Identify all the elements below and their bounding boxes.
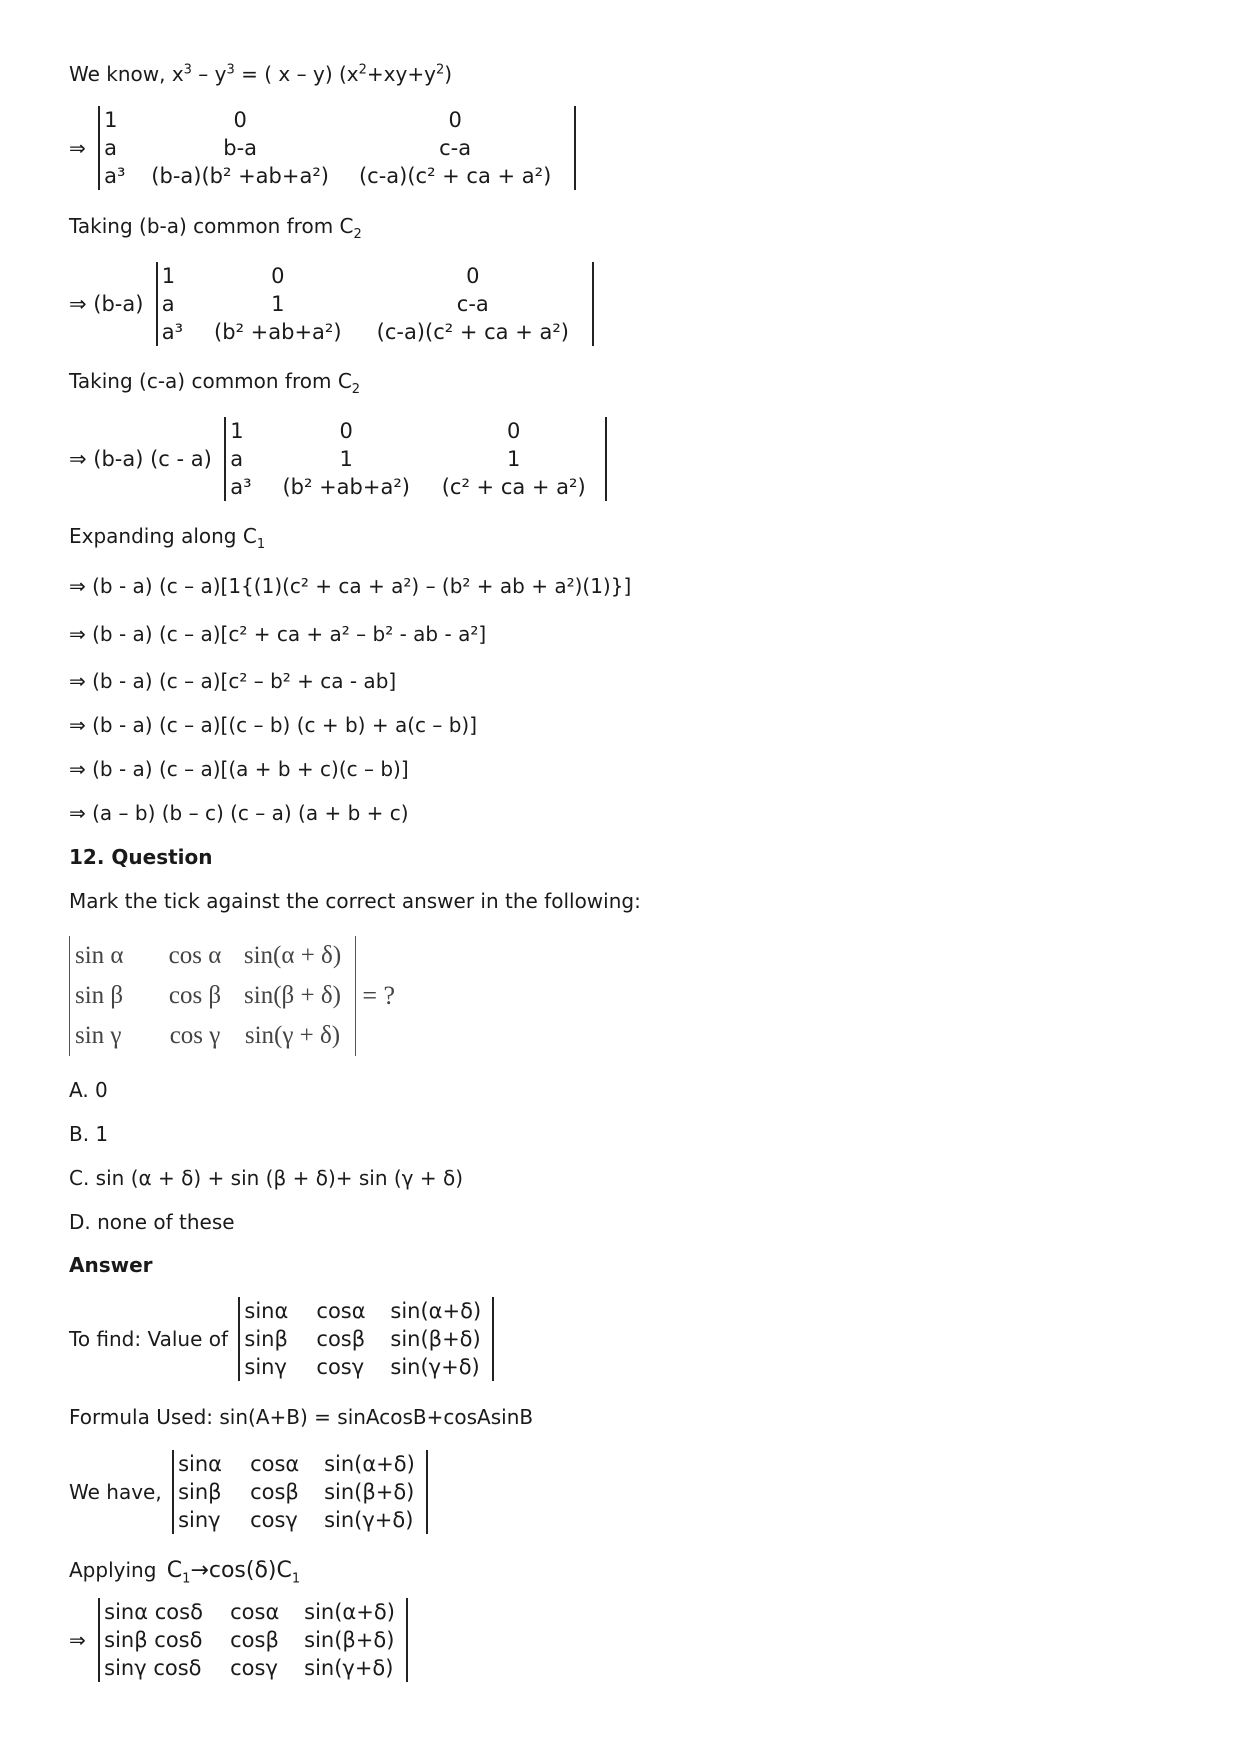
text: →cos(δ)C (190, 1558, 292, 1583)
cell: a³ (104, 164, 126, 188)
to-find-label: To find: Value of (69, 1327, 229, 1351)
cell: sin α (75, 942, 124, 969)
cell: cos γ (169, 1022, 221, 1049)
cell: sin(α+δ) (324, 1452, 415, 1476)
cell: 0 (339, 419, 353, 443)
text: = ( x – y) (x (234, 62, 359, 86)
cell: sinβ (244, 1327, 288, 1351)
sub: 2 (353, 227, 362, 242)
cell: sinα cosδ (104, 1600, 203, 1624)
cell: sin(γ+δ) (324, 1508, 414, 1532)
cell: a (230, 447, 244, 471)
cell: c-a (456, 292, 489, 316)
implies-symbol: ⇒ (69, 1628, 86, 1652)
step-3: ⇒ (b - a) (c – a)[c² – b² + ca - ab] (69, 669, 397, 693)
text: Applying (69, 1558, 157, 1582)
cell: cosβ (230, 1628, 279, 1652)
text: – y (191, 62, 227, 86)
cell: sin(γ+δ) (304, 1656, 394, 1680)
cell: 0 (233, 108, 247, 132)
we-have-block (69, 1450, 428, 1534)
option-a[interactable]: A. 0 (69, 1078, 108, 1102)
cell: sin(α+δ) (390, 1299, 482, 1323)
find-determinant (238, 1297, 494, 1381)
cell: cos β (168, 982, 222, 1009)
text: C (166, 1558, 183, 1583)
question-determinant-block (69, 936, 395, 1056)
cell: 0 (507, 419, 521, 443)
cell: cosα (316, 1299, 366, 1323)
cell: cosα (230, 1600, 280, 1624)
determinant-2-block (69, 262, 594, 346)
cell: sinβ cosδ (104, 1628, 203, 1652)
determinant-1 (98, 106, 576, 190)
cell: 0 (448, 108, 462, 132)
cell: 1 (161, 264, 176, 288)
cell: a³ (161, 320, 184, 344)
text: We know, x (69, 62, 184, 86)
determinant-3-block (69, 417, 607, 501)
cell: sinα (178, 1452, 222, 1476)
to-find-block (69, 1297, 494, 1381)
cell: sinγ (244, 1355, 287, 1379)
cell: a³ (230, 475, 252, 499)
sub: 1 (182, 1571, 191, 1587)
cell: c-a (439, 136, 472, 160)
cell: sin(γ+δ) (390, 1355, 480, 1379)
question-determinant (69, 936, 356, 1056)
cell: sinγ cosδ (104, 1656, 202, 1680)
cell: sin(α + δ) (243, 942, 342, 969)
we-have-label: We have, (69, 1480, 162, 1504)
have-determinant (172, 1450, 428, 1534)
cell: b-a (223, 136, 258, 160)
applying-line (69, 1558, 301, 1587)
taking-ba-line (69, 214, 362, 242)
cell: sinβ (178, 1480, 222, 1504)
option-c[interactable]: C. sin (α + δ) + sin (β + δ)+ sin (γ + δ) (69, 1166, 464, 1190)
cell: 1 (271, 292, 285, 316)
sub: 1 (256, 537, 266, 552)
formula-line: Formula Used: sin(A+B) = sinAcosB+cosAsinB (69, 1405, 534, 1429)
cell: cos α (168, 942, 222, 969)
cell: sin(β + δ) (244, 982, 341, 1009)
cell: sin γ (75, 1022, 122, 1049)
step-6: ⇒ (a – b) (b – c) (c – a) (a + b + c) (69, 801, 409, 825)
step-5: ⇒ (b - a) (c – a)[(a + b + c)(c – b)] (69, 757, 409, 781)
question-text: Mark the tick against the correct answer in the following: (69, 889, 641, 913)
sub: 1 (291, 1571, 301, 1587)
answer-heading: Answer (69, 1253, 153, 1277)
cell: sin(β+δ) (324, 1480, 415, 1504)
cell: cosβ (316, 1327, 366, 1351)
cell: (c-a)(c² + ca + a²) (376, 320, 569, 344)
cell: (b-a)(b² +ab+a²) (151, 164, 329, 188)
sup: 2 (435, 62, 445, 78)
cell: 1 (230, 419, 244, 443)
cell: sin(β+δ) (304, 1628, 395, 1652)
cell: sinα (244, 1299, 289, 1323)
step-2: ⇒ (b - a) (c – a)[c² + ca + a² – b² - ab - a²] (69, 622, 487, 646)
text: Taking (b-a) common from C (69, 214, 354, 238)
cell: cosα (250, 1452, 300, 1476)
option-b[interactable]: B. 1 (69, 1122, 109, 1146)
cell: sin β (75, 982, 124, 1009)
cell: cosγ (230, 1656, 278, 1680)
cell: sin(β+δ) (390, 1327, 481, 1351)
prefix: ⇒ (b-a) (c - a) (69, 447, 212, 471)
text: Taking (c-a) common from C (69, 369, 352, 393)
option-d[interactable]: D. none of these (69, 1210, 235, 1234)
text: Expanding along C (69, 524, 257, 548)
applied-determinant (98, 1598, 408, 1682)
determinant-2 (156, 262, 594, 346)
cell: 0 (466, 264, 480, 288)
determinant-3 (224, 417, 607, 501)
cell: (b² +ab+a²) (214, 320, 342, 344)
identity-line (69, 62, 452, 86)
prefix: ⇒ (b-a) (69, 292, 144, 316)
cell: (c-a)(c² + ca + a²) (358, 164, 552, 188)
sup: 3 (183, 62, 192, 78)
cell: 1 (507, 447, 521, 471)
text: +xy+y (366, 62, 436, 86)
taking-ca-line (69, 369, 361, 397)
determinant-1-block (69, 106, 576, 190)
cell: (b² +ab+a²) (282, 475, 410, 499)
cell: 1 (104, 108, 118, 132)
cell: cosγ (316, 1355, 365, 1379)
text: ) (444, 62, 453, 86)
cell: sin(α+δ) (304, 1600, 395, 1624)
cell: (c² + ca + a²) (441, 475, 586, 499)
applied-determinant-block (69, 1598, 408, 1682)
implies-symbol: ⇒ (69, 136, 86, 160)
cell: sin(γ + δ) (244, 1022, 341, 1049)
cell: a (104, 136, 117, 160)
question-heading: 12. Question (69, 845, 213, 869)
cell: cosβ (250, 1480, 299, 1504)
sub: 2 (351, 382, 361, 397)
step-4: ⇒ (b - a) (c – a)[(c – b) (c + b) + a(c – b)] (69, 713, 478, 737)
cell: 0 (271, 264, 285, 288)
cell: cosγ (250, 1508, 298, 1532)
expanding-line (69, 524, 266, 552)
equals-question: = ? (362, 981, 396, 1010)
cell: 1 (339, 447, 353, 471)
step-1: ⇒ (b - a) (c – a)[1{(1)(c² + ca + a²) – (b² + ab + a²)(1)}] (69, 574, 632, 598)
sup: 2 (358, 62, 367, 78)
sup: 3 (226, 62, 235, 78)
cell: sinγ (178, 1508, 221, 1532)
cell: a (161, 292, 175, 316)
